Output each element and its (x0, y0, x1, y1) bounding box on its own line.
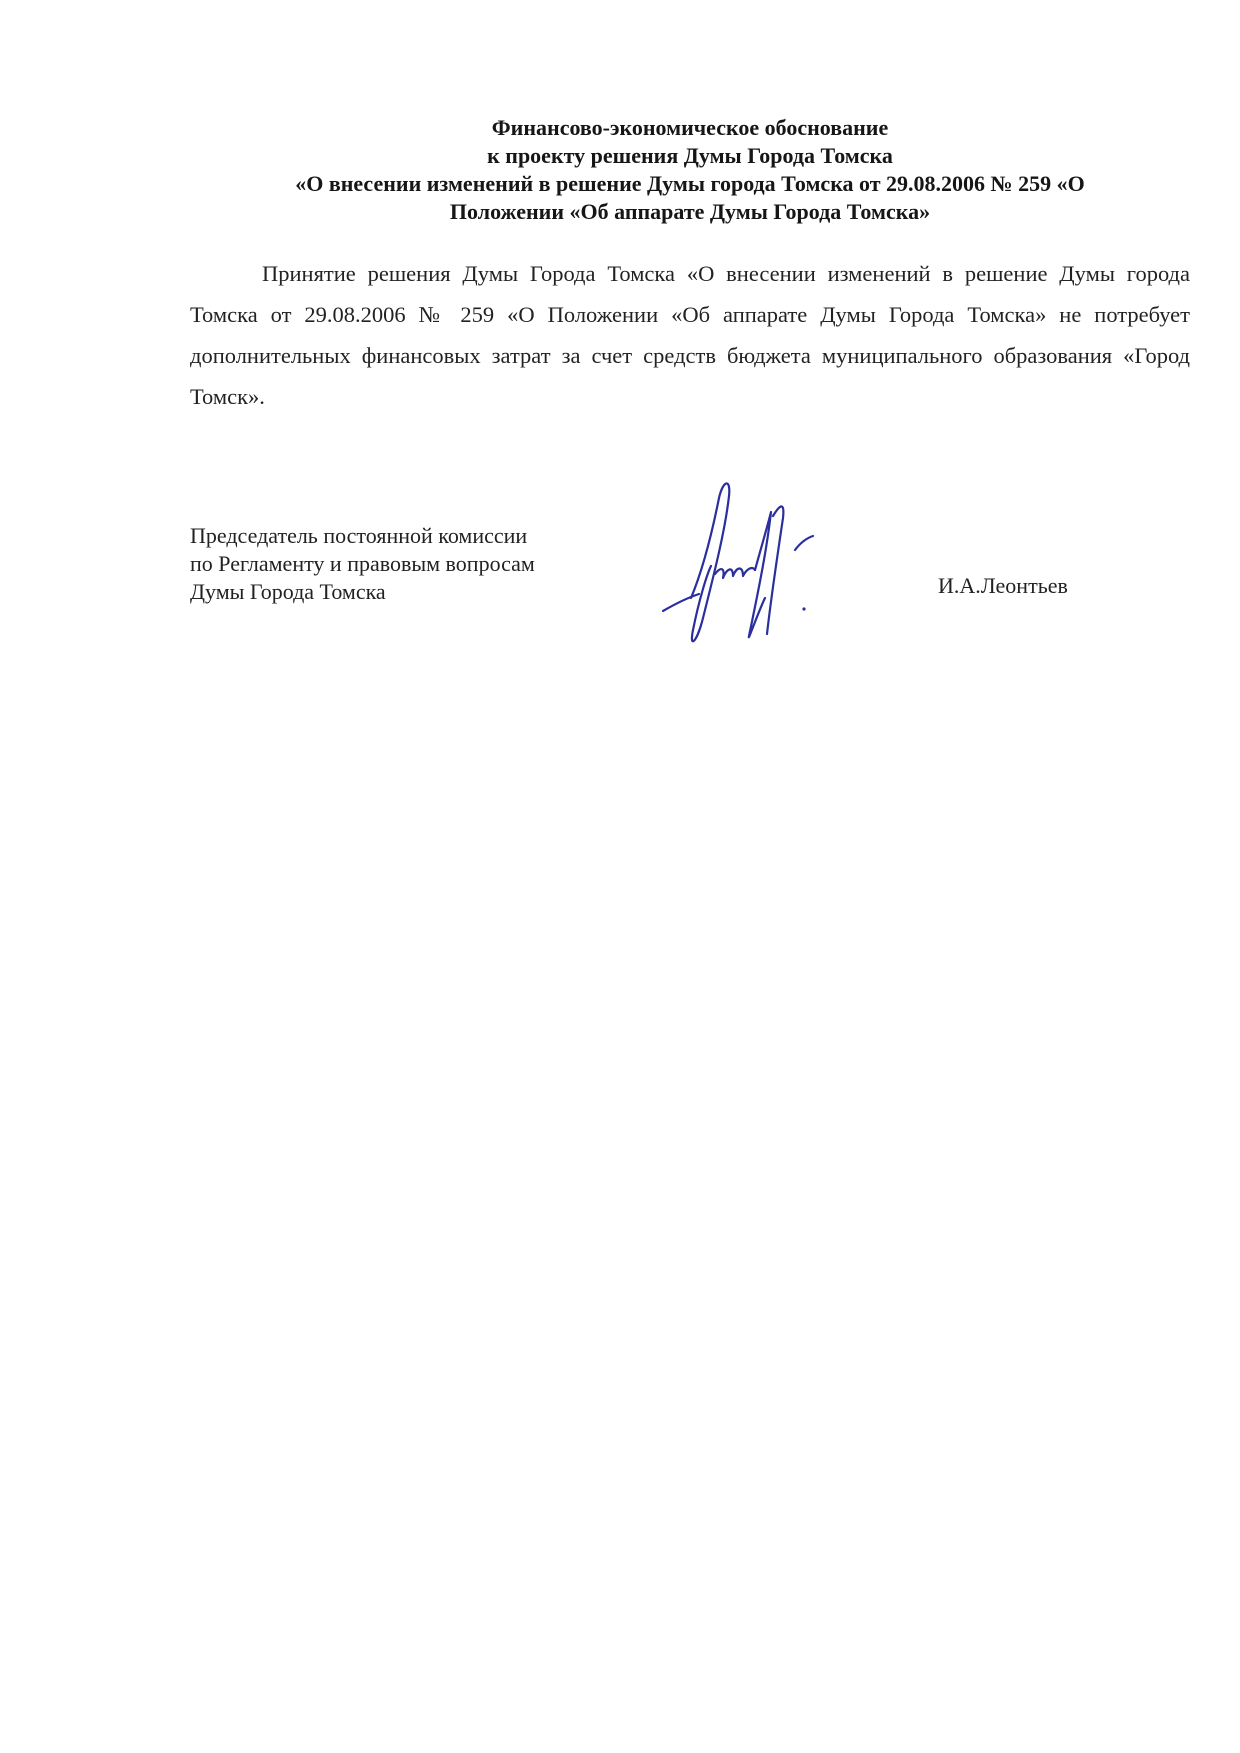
signer-position-line-1: Председатель постоянной комиссии (190, 523, 528, 548)
heading-line-2: к проекту решения Думы Города Томска (487, 143, 893, 168)
document-heading (190, 114, 1190, 226)
heading-line-3: «О внесении изменений в решение Думы города Томска от 29.08.2006 № 259 «О (295, 171, 1085, 196)
signer-name: И.А.Леонтьев (938, 573, 1068, 598)
handwritten-signature (655, 478, 855, 658)
body-paragraph: Принятие решения Думы Города Томска «О внесении изменений в решение Думы города Томска от 29.08.2006 № 259 «О Положении «Об аппарате Думы Города Томска» не потребует дополнительных финансовых затрат за счет средств бюджета муниципального образования «Город Томск». (190, 261, 1190, 409)
heading-line-4: Положении «Об аппарате Думы Города Томска» (449, 199, 931, 224)
heading-line-1: Финансово-экономическое обоснование (491, 115, 889, 140)
signer-position (190, 522, 535, 606)
signer-position-line-2: по Регламенту и правовым вопросам (190, 551, 535, 576)
signer-position-line-3: Думы Города Томска (190, 579, 386, 604)
